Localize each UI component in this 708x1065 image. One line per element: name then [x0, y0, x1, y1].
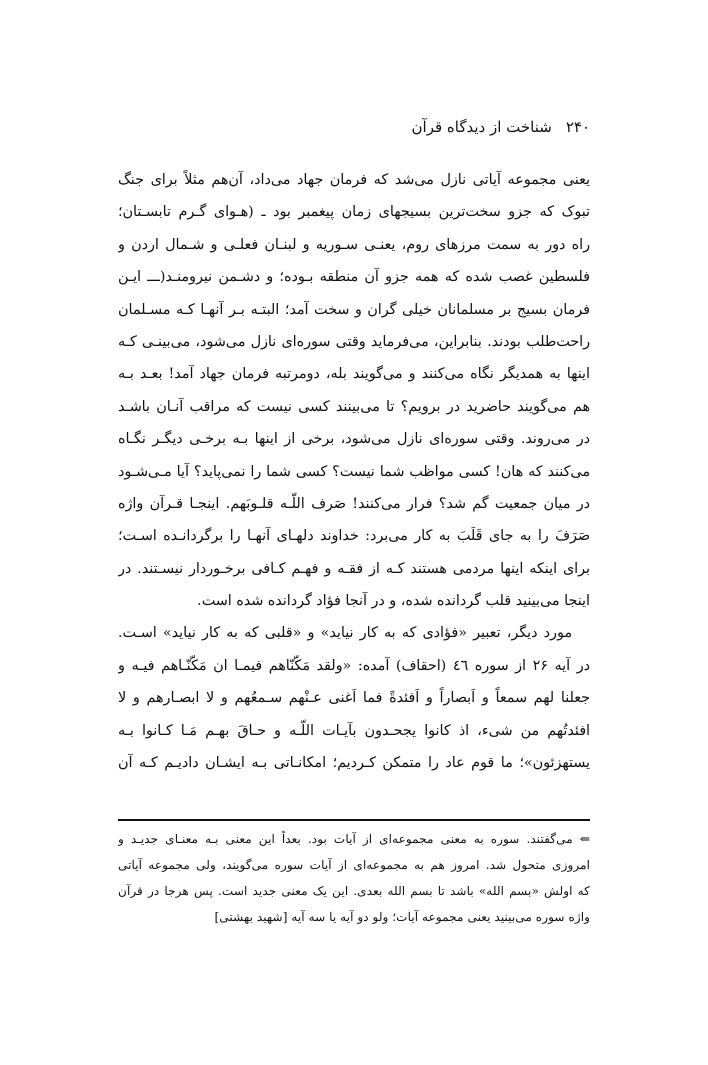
text-line: راه دور به سمت مرزهای روم، یعنـی سـوریه و لبنـان فعلـی و شـمال اردن و: [118, 236, 590, 253]
footnote-line: امروزی متحول شد. امروز هم به مجموعه‌ای از آیات سوره می‌گویند، ولی مجموعه آیاتی: [118, 858, 590, 872]
text-line: صَرَفَ را به جای قَلَبَ به کار می‌برد: خداوند دلهـای آنهـا را برگردانـده اسـت؛: [118, 528, 590, 545]
body-text: [118, 164, 590, 779]
footnote-line: واژه سوره می‌بینید یعنی مجموعه آیات؛ ولو دو آیه یا سه آیه [شهید بهشتی]: [214, 910, 590, 924]
text-line: یستهزئون»؛ ما قوم عاد را متمکن کـردیم؛ امکانـاتی بـه ایشـان دادیـم کـه آن: [118, 755, 590, 772]
text-line: جعلنا لهم سمعاً و اَبصاراً و اَفئدةً فما اَغنی عـنْهم سـمعُهم و لا ابصـارهم و لا: [118, 690, 590, 707]
running-title: شناخت از دیدگاه قرآن: [411, 118, 552, 136]
text-line: در آیه ۲۶ از سوره ٤٦ (احقاف) آمده: «ولقد مَکّنّاهم فیمـا ان مَکّنّـاهم فیـه و: [118, 657, 590, 674]
text-line: فرمان بسیج بر مسلمانان خیلی گران و سخت آمد؛ البتـه بـر آنهـا کـه مسـلمان: [118, 301, 590, 318]
text-line: در میان جمعیت گم شد؟ فرار می‌کنند! صَرف اللّـه قلـوبَهم. اینجـا قـرآن واژه: [118, 495, 590, 512]
text-line: یعنی مجموعه آیاتی نازل می‌شد که فرمان جهاد می‌داد، آن‌هم مثلاً برای جنگ: [118, 172, 590, 188]
text-line: در می‌روند. وقتی سوره‌ای نازل می‌شود، برخی از اینها بـه برخـی دیگـر نگـاه: [118, 431, 590, 448]
text-line: می‌کنند که هان! کسی مواظب شما نیست؟ کسی شما را نمی‌پاید؟ آیا مـی‌شـود: [118, 463, 590, 480]
text-line: تبوک که جزو سخت‌ترین بسیجهای زمان پیغمبر بود ـ (هـوای گـرم تابسـتان؛: [118, 204, 590, 221]
text-line: اینها به همدیگر نگاه می‌کنند و می‌گویند بله، دومرتبه فرمان جهاد آمد! بعـد بـه: [118, 366, 590, 383]
text-line: هم می‌گویند حاضرید در برویم؟ تا می‌بینند کسی نیست که مراقب آنـان باشـد: [118, 398, 590, 415]
footnote: [118, 826, 590, 930]
page-number: ۲۴۰: [565, 118, 590, 136]
text-line: مورد دیگر، تعبیر «فؤادی که به کار نیاید» و «قلبی که به کار نیاید» اسـت.: [118, 625, 572, 642]
footnote-divider: [118, 819, 590, 821]
footnote-line: ⇐ می‌گفتند. سوره به معنی مجموعه‌ای از آیات بود. بعداً این معنی بـه معنـای جدیـد و: [118, 832, 590, 846]
text-line: فلسطین غصب شده که همه جزو آن منطقه بـوده؛ و دشـمن نیرومنـد(ـــ ایـن: [118, 269, 590, 286]
text-line: راحت‌طلب بودند. بنابراین، می‌فرماید وقتی سوره‌ای نازل می‌شود، می‌بینـی کـه: [118, 333, 590, 350]
text-line: افئدتُهم من شیء، اذ کانوا یجحـدون بآیـات اللّـه و حـاقَ بهـم مَـا کـانوا بـه: [118, 722, 590, 739]
footnote-line: که اولش «بسم الله» باشد تا بسم الله بعدی. این یک معنی جدید است. پس هرجا در قرآن: [118, 884, 590, 898]
text-line: برای اینکه اینها مردمی هستند کـه از فقـه و فهـم کـافی برخـوردار نیسـتند. در: [118, 560, 590, 577]
text-line: اینجا می‌بینید قلب گردانده شده، و در آنجا فؤاد گردانده شده است.: [197, 593, 590, 610]
running-header: [412, 118, 590, 136]
